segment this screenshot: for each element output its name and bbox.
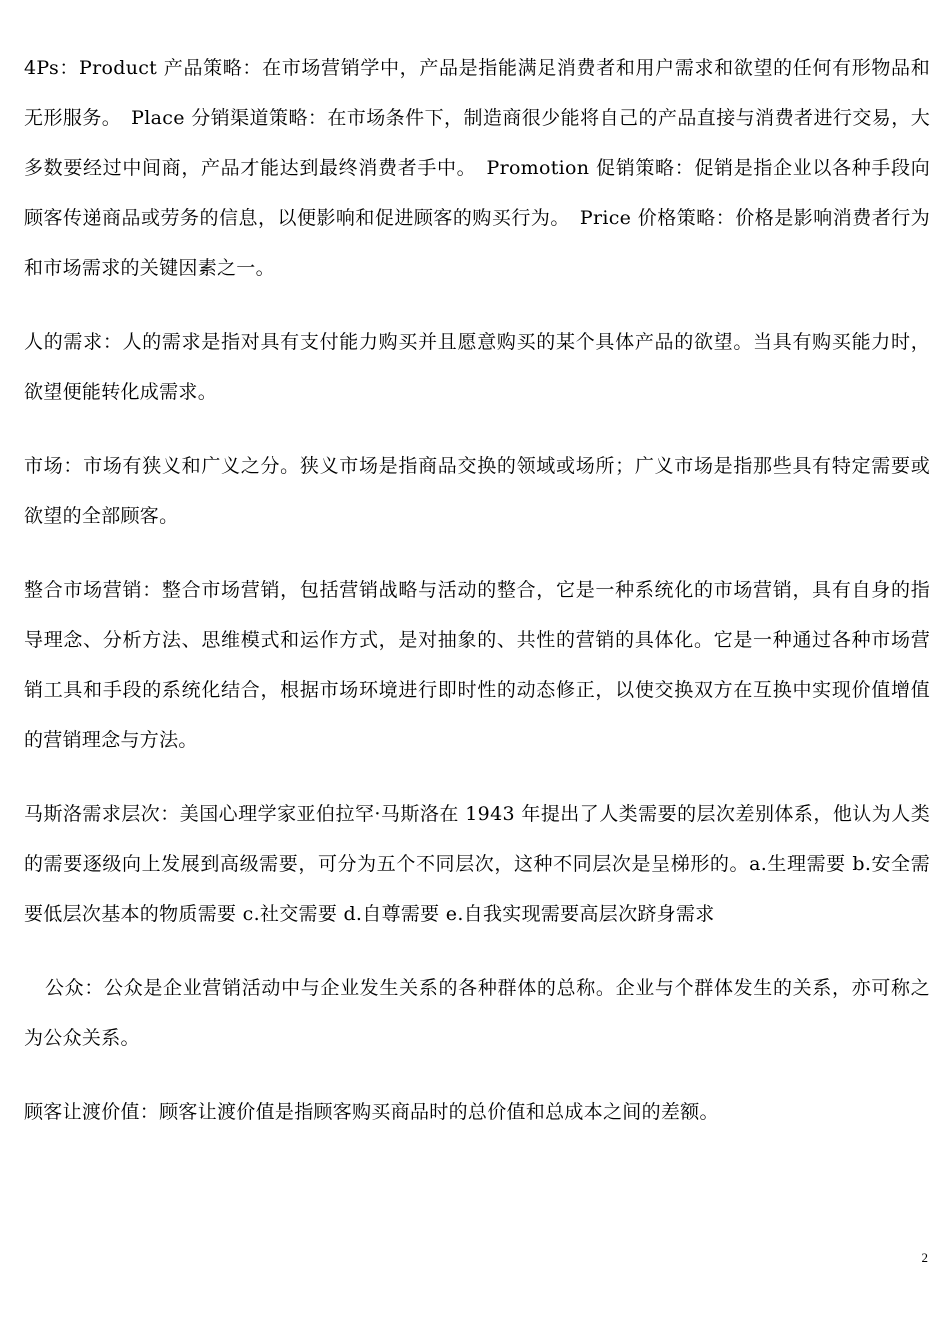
paragraph-maslow-hierarchy: 马斯洛需求层次：美国心理学家亚伯拉罕·马斯洛在 1943 年提出了人类需要的层次差别体系，他认为人类的需要逐级向上发展到高级需要，可分为五个不同层次，这种不同层次是呈梯形的。a.生理需要 b.安全需要低层次基本的物质需要 c.社交需要 d.自尊需要 e.自我实现需要高层次跻身需求 [24, 803, 930, 925]
page-number: 2 [921, 1250, 928, 1265]
document-body [24, 43, 930, 1161]
paragraph-integrated-marketing: 整合市场营销：整合市场营销，包括营销战略与活动的整合，它是一种系统化的市场营销，具有自身的指导理念、分析方法、思维模式和运作方式，是对抽象的、共性的营销的具体化。它是一种通过各种市场营销工具和手段的系统化结合，根据市场环境进行即时性的动态修正，以使交换双方在互换中实现价值增值的营销理念与方法。 [24, 579, 930, 751]
paragraph-customer-delivered-value: 顾客让渡价值：顾客让渡价值是指顾客购买商品时的总价值和总成本之间的差额。 [24, 1101, 719, 1123]
paragraph-4ps: 4Ps：Product 产品策略：在市场营销学中，产品是指能满足消费者和用户需求和欲望的任何有形物品和无形服务。 Place 分销渠道策略：在市场条件下，制造商很少能将自己的产品直接与消费者进行交易，大多数要经过中间商，产品才能达到最终消费者手中。 Promotion 促销策略：促销是指企业以各种手段向顾客传递商品或劳务的信息，以便影响和促进顾客的购买行为。 Price 价格策略：价格是影响消费者行为和市场需求的关键因素之一。 [24, 57, 930, 279]
paragraph-public: 公众：公众是企业营销活动中与企业发生关系的各种群体的总称。企业与个群体发生的关系，亦可称之为公众关系。 [24, 977, 930, 1049]
paragraph-market: 市场：市场有狭义和广义之分。狭义市场是指商品交换的领域或场所；广义市场是指那些具有特定需要或欲望的全部顾客。 [24, 455, 930, 527]
paragraph-human-needs: 人的需求：人的需求是指对具有支付能力购买并且愿意购买的某个具体产品的欲望。当具有购买能力时，欲望便能转化成需求。 [24, 331, 930, 403]
